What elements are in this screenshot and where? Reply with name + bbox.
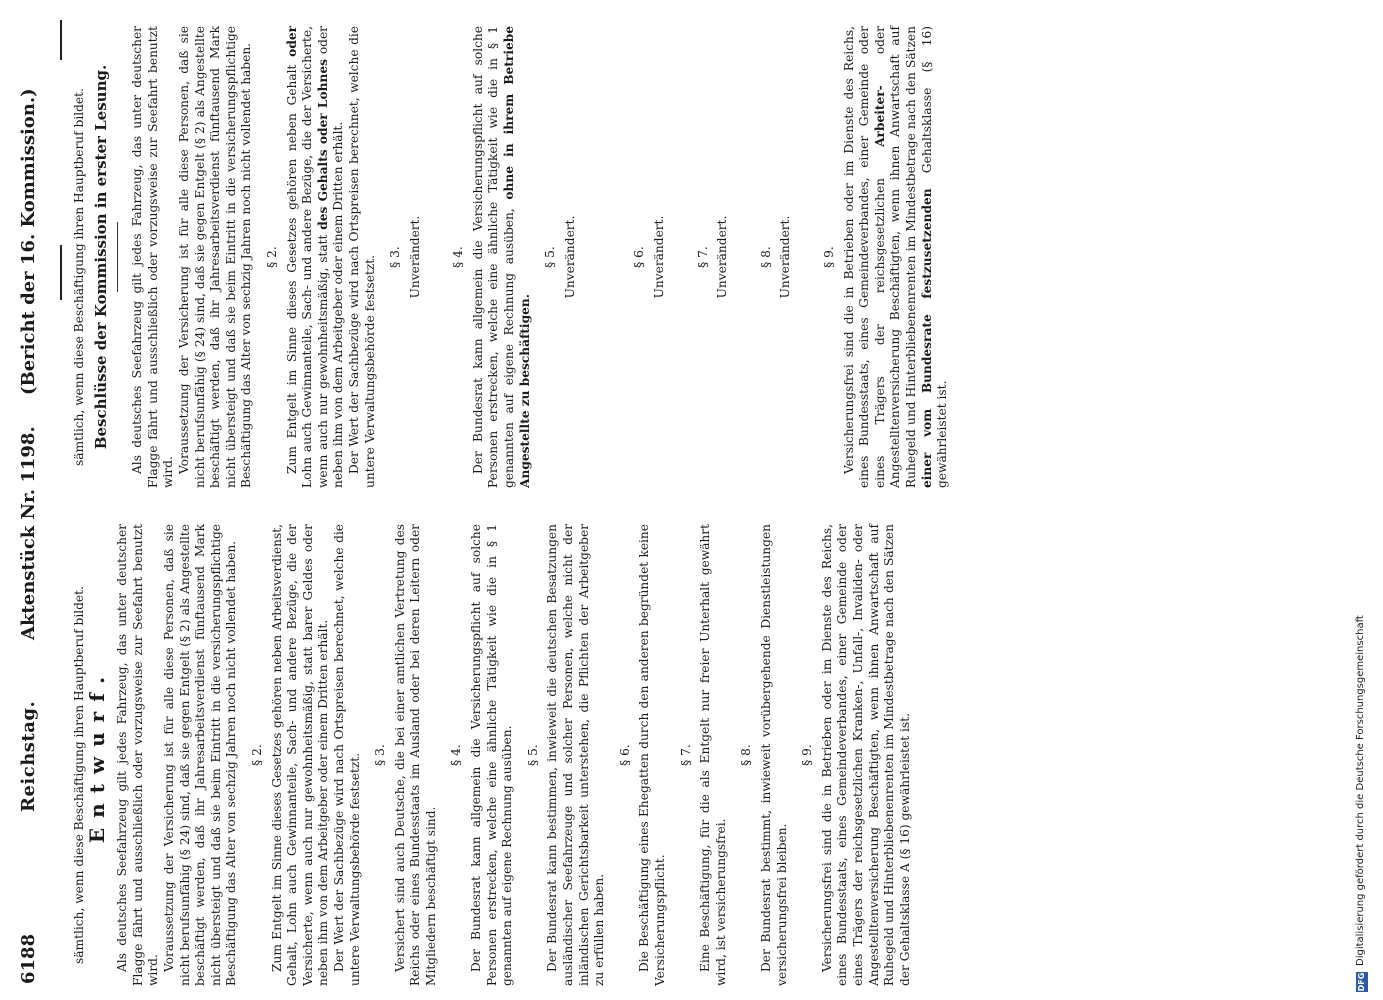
paragraph bbox=[471, 26, 533, 488]
intro-text: sämtlich, wenn diese Beschäftigung ihren Hauptberuf bildet. bbox=[72, 88, 86, 466]
amended-text: des Gehalts oder Lohnes bbox=[315, 59, 330, 230]
page-header bbox=[18, 0, 70, 1000]
section-number: § 6. bbox=[617, 744, 632, 766]
page-number: 6188 bbox=[18, 933, 39, 984]
text-run: oder neben ihm von dem Arbeitgeber oder einem Dritten erhält. bbox=[315, 25, 346, 488]
paragraph: Voraussetzung der Versicherung ist für alle diese Personen, daß sie nicht berufsunfähig (§ 24) sind, daß sie gegen Entgelt (§ 2) als Angestellte beschäftigt werden, daß ihr Jahresarbeitsverdienst fünftausend Mark nicht übersteigt und daß sie beim Eintritt in die versicherungspflichtige Beschäftigung das Alter von sechzig Jahren noch nicht vollendet haben. bbox=[176, 26, 254, 488]
footer-credit: Digitalisierung gefördert durch die Deutsche Forschungsgemeinschaft bbox=[1355, 615, 1366, 966]
column-entwurf bbox=[72, 524, 913, 986]
column-title-beschluesse: Beschlüsse der Kommission in erster Lesung. bbox=[91, 64, 110, 450]
paragraph: Als deutsches Seefahrzeug gilt jedes Fahrzeug, das unter deutscher Flagge fährt und ausschließlich oder vorzugsweise zur Seefahrt benutzt wird. bbox=[130, 26, 176, 488]
amended-text: oder bbox=[284, 25, 299, 57]
section-number: § 7. bbox=[678, 744, 693, 766]
column-title-entwurf: Entwurf. bbox=[84, 666, 109, 844]
paragraph: Der Wert der Sachbezüge wird nach Ortspreisen berechnet, welche die untere Verwaltungsbehörde festsetzt. bbox=[346, 26, 377, 488]
paragraph: Versicherungsfrei sind die in Betrieben oder im Dienste des Reichs, eines Bundesstaats, eines Gemeindeverbandes, einer Gemeinde oder eines Trägers der reichsgesetzlichen Kranken-, Unfall-, Invaliden- oder Angestelltenversicherung Beschäftigten, wenn ihnen Anwartschaft auf Ruhegeld und Hinterbliebenenrenten im Mindestbetrage nach den Sätzen der Gehaltsklasse A (§ 16) gewährleistet ist. bbox=[819, 524, 912, 986]
section-number: § 2. bbox=[264, 246, 279, 268]
paragraph: Der Bundesrat kann allgemein die Versicherungspflicht auf solche Personen erstrecken, welche eine ähnliche Tätigkeit wie die in § 1 genannten auf eigene Rechnung ausüben. bbox=[469, 524, 515, 986]
paragraph: Als deutsches Seefahrzeug gilt jedes Fahrzeug, das unter deutscher Flagge fährt und ausschließlich oder vorzugsweise zur Seefahrt benutzt wird. bbox=[115, 524, 161, 986]
unchanged-note: Unverändert. bbox=[778, 215, 793, 299]
unchanged-note: Unverändert. bbox=[715, 215, 730, 299]
section-number: § 4. bbox=[451, 246, 466, 268]
section-number: § 3. bbox=[373, 744, 388, 766]
column-beschluesse bbox=[72, 26, 951, 488]
section-number: § 7. bbox=[695, 246, 710, 268]
text-run: Lohn auch Gewinnanteile, Sach- und andere Bezüge, die der Versicherte, wenn auch nur gewohnheitsmäßig, statt bbox=[300, 26, 330, 488]
text-run: oder Angestelltenversicherung Beschäftigten, wenn ihnen Anwartschaft auf Ruhegeld und Hinterbliebenenrenten im Mindestbetrage nach den Sätzen bbox=[872, 25, 918, 488]
section-number: § 5. bbox=[525, 744, 540, 766]
section-number: § 3. bbox=[388, 246, 403, 268]
section-number: § 9. bbox=[822, 246, 836, 268]
section-number: § 9. bbox=[800, 744, 815, 766]
section-number: § 8. bbox=[739, 744, 754, 766]
dfg-logo: DFG bbox=[1357, 972, 1366, 992]
paragraph: Der Wert der Sachbezüge wird nach Ortspreisen berechnet, welche die untere Verwaltungsbehörde festsetzt. bbox=[331, 524, 362, 986]
paragraph: Zum Entgelt im Sinne dieses Gesetzes gehören neben Arbeitsverdienst, Gehalt, Lohn auch Gewinnanteile, Sach- und andere Bezüge, die der Versicherte, wenn auch nur gewohnheitsmäßig, statt barer Geldes oder neben ihm von dem Arbeitgeber oder einem Dritten erhält. bbox=[269, 524, 331, 986]
section-number: § 8. bbox=[758, 246, 773, 268]
paragraph: Eine Beschäftigung, für die als Entgelt nur freier Unterhalt gewährt wird, ist versicherungsfrei. bbox=[698, 524, 728, 986]
running-head-bericht: (Bericht der 16. Kommission.) bbox=[18, 88, 39, 395]
unchanged-note: Unverändert. bbox=[562, 215, 577, 299]
text-run: Zum Entgelt im Sinne dieses Gesetzes gehören neben Gehalt bbox=[284, 64, 299, 474]
header-rule bbox=[60, 20, 62, 60]
section-number: § 2. bbox=[249, 744, 264, 766]
section-number: § 5. bbox=[543, 246, 558, 268]
digitization-footer bbox=[1352, 0, 1376, 1000]
paragraph: Der Bundesrat bestimmt, inwieweit vorübergehende Dienstleistungen versicherungsfrei bleiben. bbox=[758, 524, 789, 986]
paragraph bbox=[842, 26, 951, 488]
unchanged-note: Unverändert. bbox=[407, 215, 422, 299]
header-rule bbox=[60, 245, 62, 300]
paragraph: Der Bundesrat kann bestimmen, inwieweit die deutschen Besatzungen ausländischer Seefahrzeuge und solcher Personen, welche nicht der inländischen Gerichtsbarkeit unterstehen, die Pflichten der Arbeitgeber zu erfüllen haben. bbox=[545, 524, 607, 986]
paragraph: Die Beschäftigung eines Ehegatten durch den anderen begründet keine Versicherungspflicht. bbox=[637, 524, 667, 986]
text-run: Der Bundesrat kann allgemein die Versicherungspflicht auf solche Personen erstrecken, welche eine ähnliche Tätigkeit wie die in § 1 genannten auf eigene Rechnung ausüben, bbox=[470, 26, 517, 488]
paragraph bbox=[285, 26, 347, 488]
section-number: § 4. bbox=[449, 744, 464, 766]
paragraph: Versichert sind auch Deutsche, die bei einer amtlichen Vertretung des Reichs oder eines Bundesstaats im Ausland oder bei deren Leitern oder Mitgliedern beschäftigt sind. bbox=[392, 524, 438, 986]
paragraph: Voraussetzung der Versicherung ist für alle diese Personen, daß sie nicht berufsunfähig (§ 24) sind, daß sie gegen Entgelt (§ 2) als Angestellte beschäftigt werden, daß ihr Jahresarbeitsverdienst fünftausend Mark nicht übersteigt und daß sie beim Eintritt in die versicherungspflichtige Beschäftigung das Alter von sechzig Jahren noch nicht vollendet haben. bbox=[161, 524, 239, 986]
unchanged-note: Unverändert. bbox=[652, 215, 667, 299]
amended-text: einer vom Bundesrate festzusetzenden bbox=[919, 188, 934, 488]
text-run: Versicherungsfrei sind die in Betrieben oder im Dienste des Reichs, eines Bundesstaats, eines Gemeindeverbandes, einer Gemeinde oder eines Trägers der reichsgesetzlichen bbox=[841, 26, 887, 488]
intro-text: sämtlich, wenn diese Beschäftigung ihren Hauptberuf bildet. bbox=[72, 586, 86, 964]
text-run: Gehaltsklasse (§ 16) gewährleistet ist. bbox=[919, 25, 950, 488]
running-head-aktenstueck: Aktenstück Nr. 1198. bbox=[18, 426, 39, 640]
amended-text: ohne in ihrem Betriebe Angestellte zu beschäftigen. bbox=[502, 26, 532, 488]
section-number: § 6. bbox=[632, 246, 647, 268]
amended-text: Arbeiter- bbox=[872, 85, 887, 147]
title-rule bbox=[117, 222, 118, 292]
running-head-reichstag: Reichstag. bbox=[18, 700, 39, 812]
